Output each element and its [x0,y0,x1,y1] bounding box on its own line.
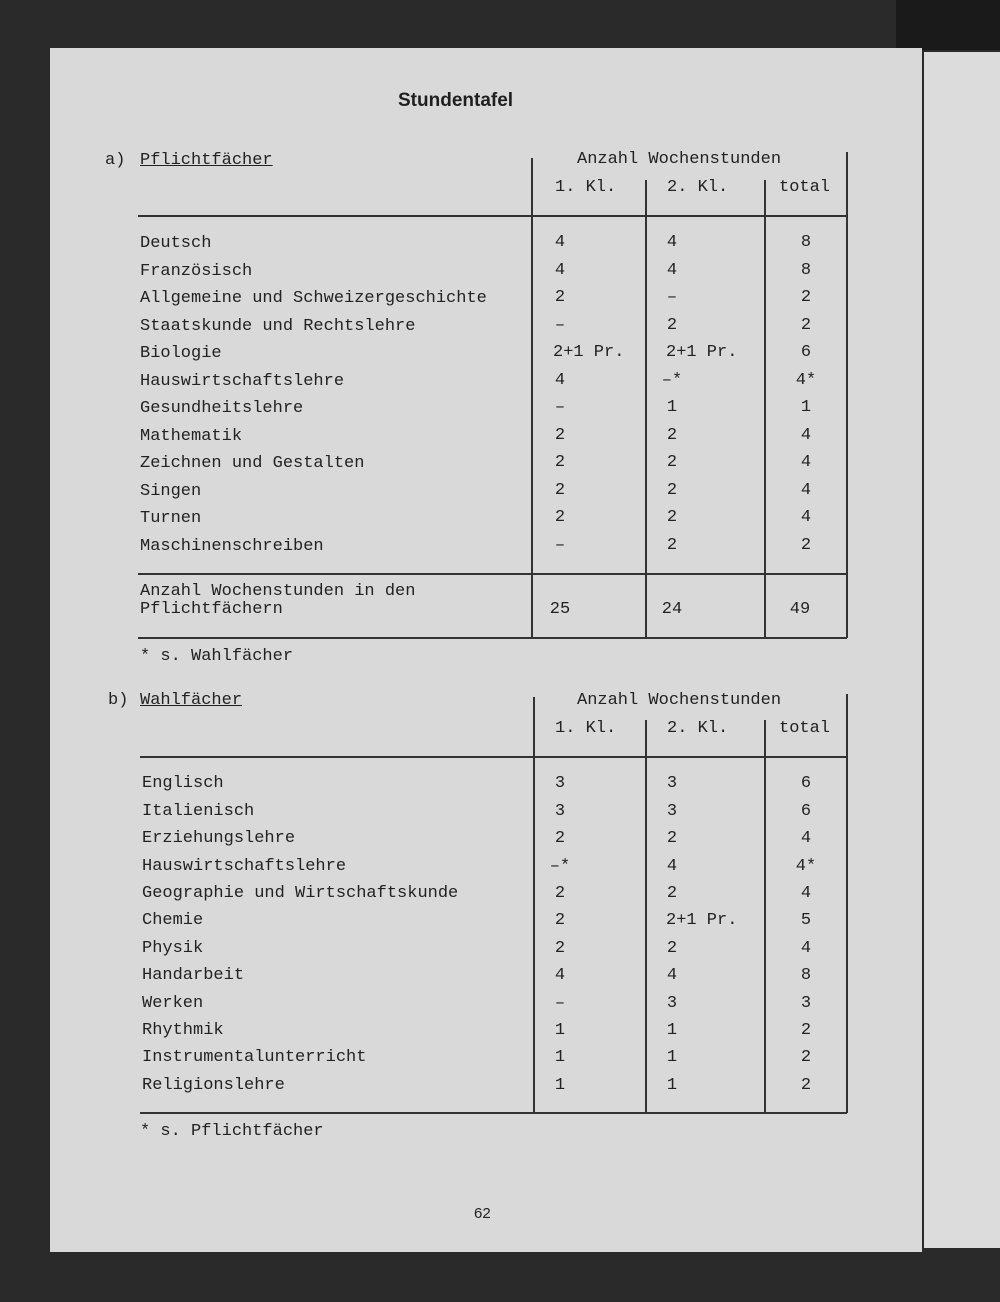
value-k2: 1 [666,398,678,417]
value-k2: 2 [666,884,678,903]
value-k1: – [554,398,566,417]
subject-label: Deutsch [140,234,212,253]
value-k1: 3 [554,802,566,821]
section-a-heading: Pflichtfächer [140,151,273,170]
value-k1: 2 [554,939,566,958]
value-k1: 2 [554,829,566,848]
value-total: 8 [800,233,812,252]
subject-label: Singen [140,482,202,501]
value-k2: 4 [666,233,678,252]
value-k1: –* [549,857,571,876]
value-k1: 4 [554,966,566,985]
subject-label: Mathematik [140,427,243,446]
value-total: 8 [800,966,812,985]
section-b-header-rule [140,756,847,758]
value-k1: – [554,316,566,335]
value-total: 2 [800,1076,812,1095]
value-total: 4 [800,884,812,903]
section-a-col-total: total [779,178,831,197]
section-b-col-total: total [779,719,831,738]
subject-label: Erziehungslehre [142,829,296,848]
value-k2: 2 [666,829,678,848]
value-k1: 3 [554,774,566,793]
value-total: 3 [800,994,812,1013]
value-total: 4 [800,481,812,500]
value-k2: 4 [666,966,678,985]
value-total: 2 [800,1021,812,1040]
value-k2: 3 [666,802,678,821]
subject-label: Allgemeine und Schweizergeschichte [140,289,487,308]
section-a-group-header: Anzahl Wochenstunden [577,150,782,169]
section-b-divider-3 [764,720,766,1113]
value-k1: 2+1 Pr. [553,343,625,362]
value-k1: 1 [554,1076,566,1095]
subject-label: Chemie [142,911,204,930]
section-b-bottom-rule [140,1112,847,1114]
section-a-bottom-rule [138,637,847,639]
subject-label: Religionslehre [142,1076,285,1095]
value-k1: – [554,536,566,555]
subject-label: Hauswirtschaftslehre [142,857,347,876]
value-k1: 4 [554,261,566,280]
value-total: 2 [800,1048,812,1067]
sum-label-line-2: Pflichtfächern [140,600,283,619]
value-k1: 2 [554,911,566,930]
subject-label: Geographie und Wirtschaftskunde [142,884,459,903]
value-k2: 2 [666,536,678,555]
section-b-col-k1: 1. Kl. [555,719,617,738]
value-k2: 3 [666,774,678,793]
value-k1: 2 [554,481,566,500]
value-k2: 3 [666,994,678,1013]
subject-label: Italienisch [142,802,255,821]
value-total: 4* [795,371,817,390]
value-total: 8 [800,261,812,280]
value-k2: 2 [666,481,678,500]
sum-k1: 25 [549,600,571,619]
subject-label: Französisch [140,262,253,281]
value-k2: 2 [666,508,678,527]
value-k2: – [666,288,678,307]
section-b-group-header: Anzahl Wochenstunden [577,691,782,710]
subject-label: Englisch [142,774,224,793]
subject-label: Instrumentalunterricht [142,1048,367,1067]
subject-label: Staatskunde und Rechtslehre [140,317,416,336]
value-k2: 2 [666,939,678,958]
value-k1: 1 [554,1048,566,1067]
sum-k2: 24 [661,600,683,619]
subject-label: Physik [142,939,204,958]
value-total: 2 [800,316,812,335]
section-a-divider-4 [846,152,848,638]
subject-label: Biologie [140,344,222,363]
value-total: 4 [800,426,812,445]
value-k1: 2 [554,288,566,307]
value-k2: 2+1 Pr. [666,911,738,930]
subject-label: Gesundheitslehre [140,399,304,418]
section-a-marker: a) [105,151,126,170]
value-k2: 4 [666,857,678,876]
section-b-col-k2: 2. Kl. [667,719,729,738]
value-total: 4* [795,857,817,876]
value-k2: –* [661,371,683,390]
value-k2: 1 [666,1021,678,1040]
value-k2: 2 [666,316,678,335]
value-total: 2 [800,536,812,555]
value-k1: 2 [554,426,566,445]
subject-label: Handarbeit [142,966,245,985]
value-k2: 2 [666,453,678,472]
value-total: 5 [800,911,812,930]
value-total: 6 [800,802,812,821]
value-k1: 2 [554,508,566,527]
subject-label: Maschinenschreiben [140,537,324,556]
value-total: 4 [800,829,812,848]
sum-total: 49 [789,600,811,619]
subject-label: Zeichnen und Gestalten [140,454,365,473]
subject-label: Hauswirtschaftslehre [140,372,345,391]
subject-label: Turnen [140,509,202,528]
section-a-header-rule [138,215,847,217]
value-total: 2 [800,288,812,307]
value-k1: 1 [554,1021,566,1040]
value-k2: 4 [666,261,678,280]
value-total: 6 [800,774,812,793]
facing-page-edge [924,52,1000,1248]
section-a-divider-3 [764,180,766,638]
section-a-footnote: * s. Wahlfächer [140,647,294,666]
value-total: 4 [800,453,812,472]
section-a-col-k2: 2. Kl. [667,178,729,197]
section-a-sum-rule [138,573,847,575]
value-k2: 2 [666,426,678,445]
value-k1: – [554,994,566,1013]
page-number: 62 [474,1205,491,1222]
subject-label: Werken [142,994,204,1013]
section-a-col-k1: 1. Kl. [555,178,617,197]
value-total: 6 [800,343,812,362]
page-title: Stundentafel [398,90,514,111]
value-k1: 4 [554,371,566,390]
value-total: 1 [800,398,812,417]
section-b-marker: b) [108,691,129,710]
section-b-footnote: * s. Pflichtfächer [140,1122,324,1141]
value-total: 4 [800,508,812,527]
value-total: 4 [800,939,812,958]
value-k2: 1 [666,1076,678,1095]
value-k2: 2+1 Pr. [666,343,738,362]
value-k1: 2 [554,453,566,472]
value-k2: 1 [666,1048,678,1067]
section-b-heading: Wahlfächer [140,691,243,710]
scan-border [896,0,1000,50]
value-k1: 2 [554,884,566,903]
sum-label-line-1: Anzahl Wochenstunden in den [140,582,416,601]
value-k1: 4 [554,233,566,252]
subject-label: Rhythmik [142,1021,224,1040]
